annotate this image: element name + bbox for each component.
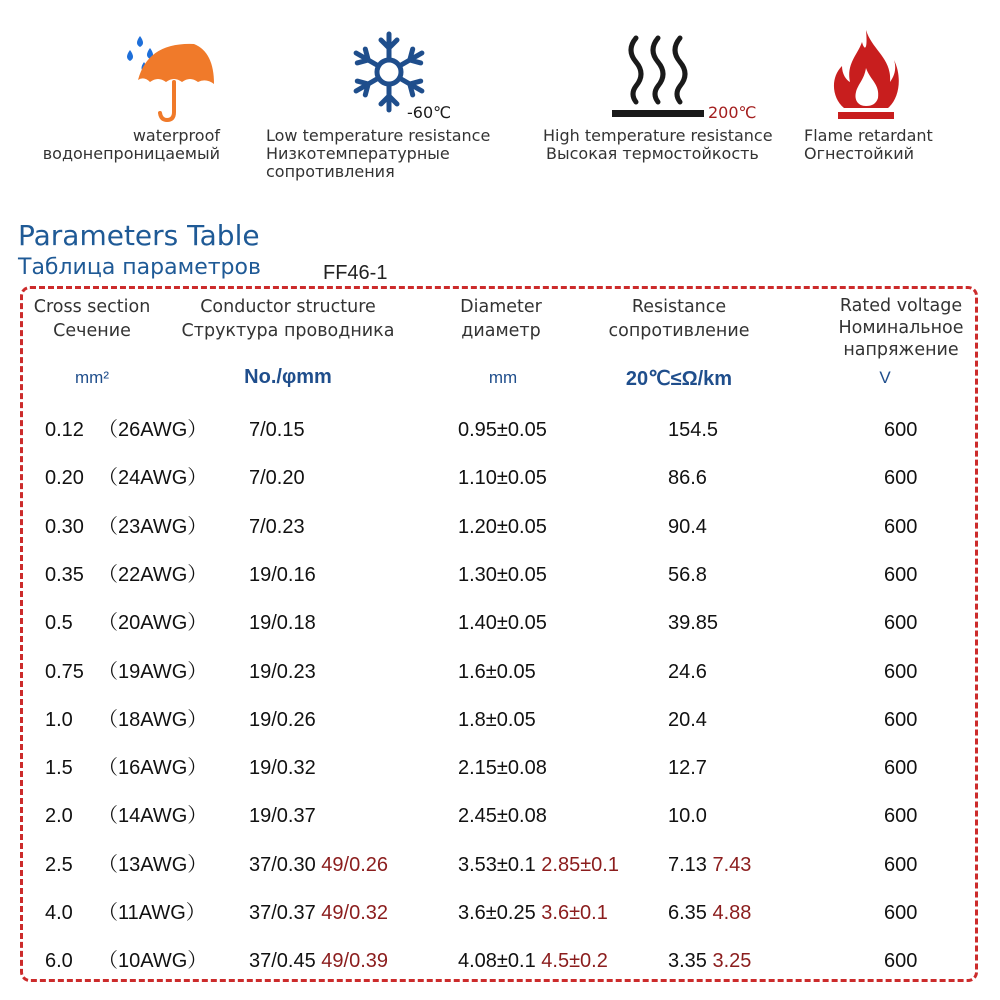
cell-cond xyxy=(249,408,305,452)
feature-flame-retardant xyxy=(804,127,933,163)
header-en: Cross section xyxy=(33,297,151,317)
value-res: 90.4 xyxy=(668,515,707,538)
table-row xyxy=(0,794,1000,838)
header-diameter xyxy=(436,295,566,343)
table-row xyxy=(0,601,1000,645)
cell-cross xyxy=(45,601,73,645)
value-awg: （24AWG） xyxy=(98,467,208,490)
cell-res xyxy=(668,553,707,597)
cell-res xyxy=(668,650,707,694)
cell-awg xyxy=(98,650,207,694)
feature-label-en: Flame retardant xyxy=(804,126,933,145)
cell-dia xyxy=(458,650,536,694)
cell-cross xyxy=(45,408,84,452)
table-row xyxy=(0,891,1000,935)
header-ru: Сечение xyxy=(53,321,131,341)
value-dia: 1.20±0.05 xyxy=(458,515,547,538)
table-row xyxy=(0,939,1000,983)
value-cross: 0.12 xyxy=(45,419,84,441)
value-volt: 600 xyxy=(884,902,918,924)
value-dia: 4.08±0.1 xyxy=(458,950,536,973)
feature-label-ru: водонепроницаемый xyxy=(42,144,220,163)
header-en: Resistance xyxy=(631,297,727,317)
header-ru: диаметр xyxy=(461,321,541,341)
value-volt: 600 xyxy=(884,612,918,635)
value-volt: 600 xyxy=(884,563,918,586)
table-row xyxy=(0,746,1000,790)
value-cross: 2.0 xyxy=(45,805,73,828)
cell-awg xyxy=(98,939,207,983)
unit-resistance: 20℃≤Ω/km xyxy=(625,368,733,390)
value-res: 12.7 xyxy=(668,757,707,780)
cell-dia xyxy=(458,891,608,935)
value-dia: 1.30±0.05 xyxy=(458,563,547,586)
cell-cross xyxy=(45,843,73,887)
value-res: 7.13 xyxy=(668,853,707,876)
value-cond: 19/0.18 xyxy=(249,612,316,635)
header-ru: сопротивление xyxy=(608,321,750,341)
table-row xyxy=(0,505,1000,549)
value-cross: 0.20 xyxy=(45,467,84,490)
cell-dia xyxy=(458,939,608,983)
header-en: Conductor structure xyxy=(200,297,376,317)
table-row xyxy=(0,456,1000,500)
value-cond: 7/0.15 xyxy=(249,419,305,441)
value-volt: 600 xyxy=(884,708,918,731)
value-res: 6.35 xyxy=(668,902,707,924)
cell-awg xyxy=(98,698,207,742)
value-awg: （20AWG） xyxy=(98,612,208,635)
alt-value-res: 7.43 xyxy=(712,853,752,876)
cell-cross xyxy=(45,794,73,838)
cell-dia xyxy=(458,746,547,790)
value-dia: 1.40±0.05 xyxy=(458,612,547,635)
value-volt: 600 xyxy=(884,660,918,683)
cell-volt xyxy=(884,456,917,500)
alt-value-res: 4.88 xyxy=(712,902,752,924)
alt-value-dia: 3.6±0.1 xyxy=(541,902,608,924)
header-en: Rated voltage xyxy=(839,296,963,316)
cell-volt xyxy=(884,746,917,790)
cell-cross xyxy=(45,939,73,983)
value-awg: （23AWG） xyxy=(98,515,208,538)
cell-dia xyxy=(458,794,547,838)
page-title: Parameters Table xyxy=(18,219,260,252)
cell-awg xyxy=(98,456,207,500)
cell-awg xyxy=(98,746,207,790)
value-cond: 7/0.23 xyxy=(249,515,305,538)
cell-volt xyxy=(884,698,917,742)
low-temp-note: -60℃ xyxy=(407,103,452,122)
value-cross: 0.5 xyxy=(45,612,73,635)
cell-awg xyxy=(98,408,207,452)
header-cross-section xyxy=(22,295,162,343)
value-cross: 2.5 xyxy=(45,853,73,876)
cell-cond xyxy=(249,698,316,742)
value-cross: 0.75 xyxy=(45,660,84,683)
unit-cross-section: mm² xyxy=(75,368,109,387)
cell-awg xyxy=(98,505,207,549)
header-ru-2: напряжение xyxy=(843,340,959,360)
cell-cond xyxy=(249,794,316,838)
header-ru: Структура проводника xyxy=(181,321,395,341)
feature-label-ru: Огнестойкий xyxy=(804,144,915,163)
feature-label-ru: Низкотемпературные xyxy=(266,144,450,163)
feature-low-temperature xyxy=(266,127,490,181)
snowflake-icon xyxy=(347,30,431,114)
model-code: FF46-1 xyxy=(323,262,388,284)
value-awg: （10AWG） xyxy=(98,950,208,973)
value-cond: 37/0.30 xyxy=(249,853,316,876)
heat-waves-icon xyxy=(608,30,708,122)
feature-label-en: High temperature resistance xyxy=(543,126,773,145)
value-dia: 3.53±0.1 xyxy=(458,853,536,876)
cell-cross xyxy=(45,698,73,742)
unit-diameter: mm xyxy=(488,368,518,387)
value-volt: 600 xyxy=(884,467,918,490)
feature-high-temperature xyxy=(543,127,773,163)
cell-volt xyxy=(884,891,917,935)
table-row xyxy=(0,698,1000,742)
cell-cross xyxy=(45,553,84,597)
cell-dia xyxy=(458,553,547,597)
value-awg: （13AWG） xyxy=(98,853,208,876)
cell-res xyxy=(668,939,751,983)
value-volt: 600 xyxy=(884,515,918,538)
cell-volt xyxy=(884,843,917,887)
alt-value-cond: 49/0.32 xyxy=(321,902,389,924)
unit-voltage: V xyxy=(879,368,891,387)
value-res: 10.0 xyxy=(668,805,707,828)
cell-res xyxy=(668,794,707,838)
cell-dia xyxy=(458,698,536,742)
cell-res xyxy=(668,408,718,452)
cell-cross xyxy=(45,505,84,549)
cell-volt xyxy=(884,505,917,549)
cell-cond xyxy=(249,601,316,645)
cell-volt xyxy=(884,408,917,452)
value-cond: 19/0.37 xyxy=(249,805,316,828)
value-cond: 7/0.20 xyxy=(249,467,305,490)
feature-label-en: waterproof xyxy=(132,126,220,145)
cell-dia xyxy=(458,843,619,887)
table-row xyxy=(0,553,1000,597)
value-awg: （22AWG） xyxy=(98,563,208,586)
value-volt: 600 xyxy=(884,853,918,876)
value-dia: 1.6±0.05 xyxy=(458,660,536,683)
cell-res xyxy=(668,698,707,742)
cell-cond xyxy=(249,843,388,887)
cell-cond xyxy=(249,505,305,549)
value-volt: 600 xyxy=(884,950,918,973)
table-row xyxy=(0,650,1000,694)
alt-value-res: 3.25 xyxy=(712,950,752,973)
cell-volt xyxy=(884,939,917,983)
cell-cond xyxy=(249,553,316,597)
cell-cond xyxy=(249,746,316,790)
page-title-ru: Таблица параметров xyxy=(18,255,261,280)
value-awg: （14AWG） xyxy=(98,805,208,828)
alt-value-cond: 49/0.26 xyxy=(321,853,389,876)
value-cross: 0.35 xyxy=(45,563,84,586)
value-res: 56.8 xyxy=(668,563,707,586)
header-resistance xyxy=(596,295,762,343)
high-temp-note: 200℃ xyxy=(708,103,757,122)
value-awg: （26AWG） xyxy=(98,419,208,441)
cell-res xyxy=(668,746,707,790)
value-awg: （16AWG） xyxy=(98,757,208,780)
value-dia: 2.45±0.08 xyxy=(458,805,547,828)
cell-res xyxy=(668,601,718,645)
value-cond: 37/0.45 xyxy=(249,950,316,973)
value-dia: 1.8±0.05 xyxy=(458,708,536,731)
value-res: 86.6 xyxy=(668,467,707,490)
cell-cond xyxy=(249,456,305,500)
table-row xyxy=(0,843,1000,887)
cell-cond xyxy=(249,891,388,935)
value-cond: 37/0.37 xyxy=(249,902,316,924)
cell-cross xyxy=(45,456,84,500)
value-dia: 1.10±0.05 xyxy=(458,467,547,490)
value-cond: 19/0.23 xyxy=(249,660,316,683)
table-row xyxy=(0,408,1000,452)
value-cross: 0.30 xyxy=(45,515,84,538)
value-volt: 600 xyxy=(884,757,918,780)
alt-value-dia: 4.5±0.2 xyxy=(541,950,608,973)
cell-volt xyxy=(884,650,917,694)
cell-awg xyxy=(98,891,206,935)
cell-awg xyxy=(98,843,207,887)
value-volt: 600 xyxy=(884,805,918,828)
cell-res xyxy=(668,505,707,549)
cell-dia xyxy=(458,408,547,452)
cell-cross xyxy=(45,650,84,694)
feature-waterproof xyxy=(42,127,220,163)
umbrella-rain-icon xyxy=(118,28,218,124)
value-res: 24.6 xyxy=(668,660,707,683)
value-awg: （18AWG） xyxy=(98,708,208,731)
cell-awg xyxy=(98,553,207,597)
value-cross: 1.0 xyxy=(45,708,73,731)
value-cond: 19/0.32 xyxy=(249,757,316,780)
cell-res xyxy=(668,456,707,500)
header-ru: Номинальное xyxy=(838,318,964,338)
value-res: 20.4 xyxy=(668,708,707,731)
cell-volt xyxy=(884,553,917,597)
value-awg: （19AWG） xyxy=(98,660,208,683)
cell-cond xyxy=(249,939,388,983)
alt-value-dia: 2.85±0.1 xyxy=(541,853,619,876)
header-en: Diameter xyxy=(460,297,542,317)
value-cross: 6.0 xyxy=(45,950,73,973)
cell-cross xyxy=(45,746,73,790)
cell-res xyxy=(668,843,751,887)
value-cond: 19/0.26 xyxy=(249,708,316,731)
value-cond: 19/0.16 xyxy=(249,563,316,586)
alt-value-cond: 49/0.39 xyxy=(321,950,389,973)
value-awg: （11AWG） xyxy=(98,902,206,924)
value-res: 154.5 xyxy=(668,419,719,441)
header-conductor-structure xyxy=(168,295,408,343)
cell-cond xyxy=(249,650,316,694)
feature-label-ru: Высокая термостойкость xyxy=(546,144,759,163)
cell-volt xyxy=(884,601,917,645)
value-cross: 1.5 xyxy=(45,757,73,780)
value-res: 39.85 xyxy=(668,612,719,635)
cell-res xyxy=(668,891,751,935)
value-res: 3.35 xyxy=(668,950,707,973)
feature-label-ru-2: сопротивления xyxy=(266,162,395,181)
value-dia: 2.15±0.08 xyxy=(458,757,547,780)
cell-dia xyxy=(458,456,547,500)
unit-conductor: No./φmm xyxy=(244,366,332,388)
feature-label-en: Low temperature resistance xyxy=(266,126,491,145)
flame-icon xyxy=(832,28,900,122)
cell-cross xyxy=(45,891,73,935)
value-dia: 3.6±0.25 xyxy=(458,902,536,924)
cell-dia xyxy=(458,505,547,549)
cell-volt xyxy=(884,794,917,838)
value-volt: 600 xyxy=(884,419,918,441)
cell-awg xyxy=(98,601,207,645)
cell-dia xyxy=(458,601,547,645)
value-cross: 4.0 xyxy=(45,902,73,924)
value-dia: 0.95±0.05 xyxy=(458,419,547,441)
header-rated-voltage xyxy=(818,295,984,361)
cell-awg xyxy=(98,794,207,838)
